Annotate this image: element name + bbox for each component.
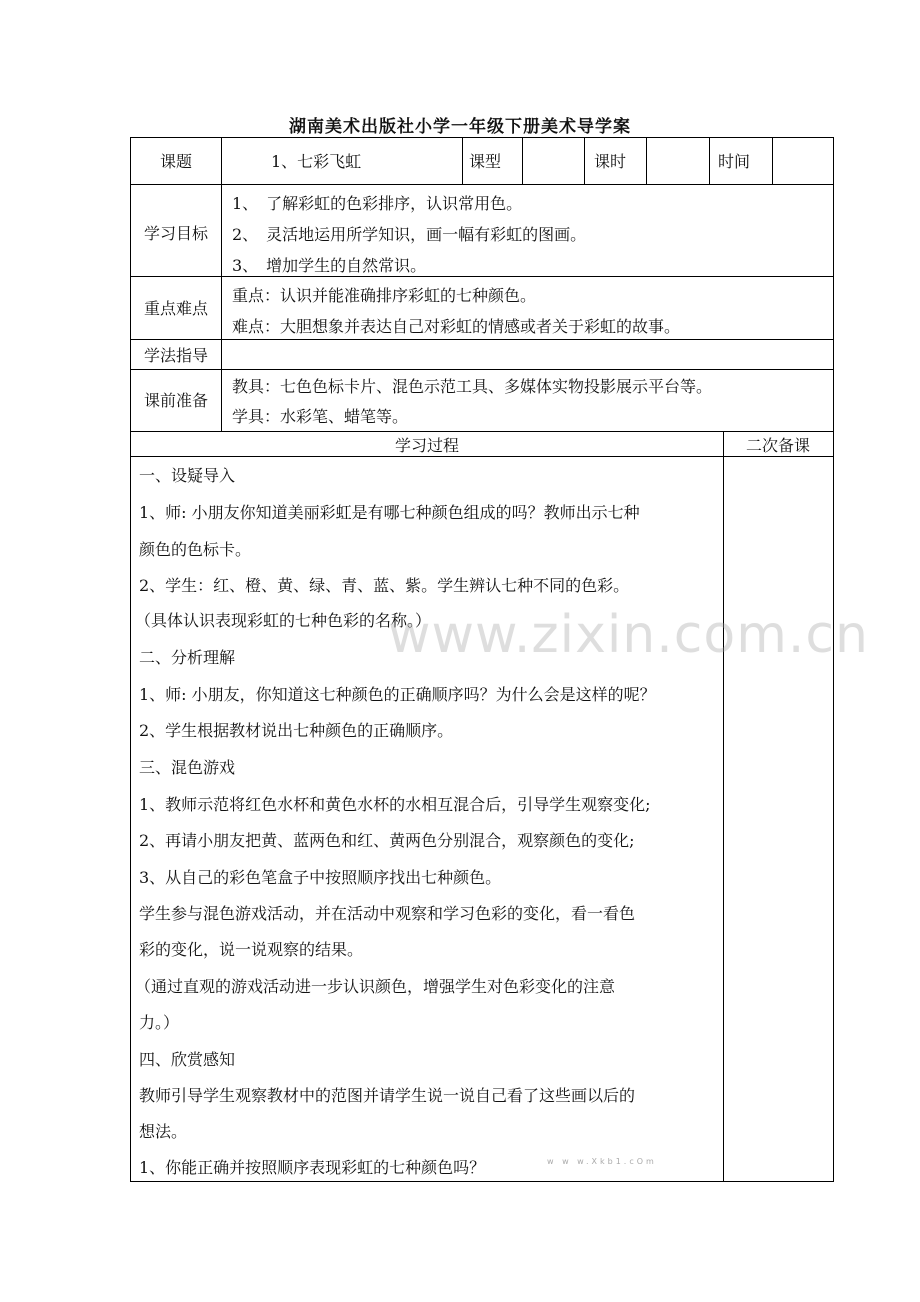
- process-line: 3、从自己的彩色笔盒子中按照顺序找出七种颜色。: [139, 868, 502, 887]
- key-point-item: 难点：大胆想象并表达自己对彩虹的情感或者关于彩虹的故事。: [232, 317, 681, 336]
- row-divider: [131, 369, 833, 370]
- process-line: 彩的变化，说一说观察的结果。: [139, 940, 364, 959]
- watermark: www.zixin.com.cn: [388, 605, 869, 665]
- process-line: （通过直观的游戏活动进一步认识颜色，增强学生对色彩变化的注意: [135, 977, 616, 996]
- goal-item: 3、 增加学生的自然常识。: [232, 256, 427, 275]
- process-line: 颜色的色标卡。: [139, 540, 252, 559]
- process-line: 学生参与混色游戏活动，并在活动中观察和学习色彩的变化，看一看色: [139, 904, 636, 923]
- process-line: 二、分析理解: [139, 648, 236, 667]
- process-line: 三、混色游戏: [139, 758, 236, 777]
- prep-item: 学具：水彩笔、蜡笔等。: [232, 407, 409, 426]
- col-divider: [522, 138, 523, 184]
- process-line: 2、学生根据教材说出七种颜色的正确顺序。: [139, 721, 454, 740]
- goals-label: 学习目标: [143, 224, 208, 243]
- process-line: 力。）: [139, 1013, 180, 1032]
- col-divider: [709, 138, 710, 184]
- process-line: 1、师: 小朋友你知道美丽彩虹是有哪七种颜色组成的吗？教师出示七种: [139, 503, 640, 522]
- key-points-label: 重点难点: [143, 299, 208, 318]
- topic-label: 课题: [159, 152, 192, 171]
- period-label: 课时: [594, 152, 627, 171]
- document-title: 湖南美术出版社小学一年级下册美术导学案: [289, 117, 631, 137]
- time-label: 时间: [718, 152, 751, 171]
- process-line: 一、设疑导入: [139, 466, 236, 485]
- prep-item: 教具：七色色标卡片、混色示范工具、多媒体实物投影展示平台等。: [232, 377, 713, 396]
- process-line: 2、学生：红、橙、黄、绿、青、蓝、紫。学生辨认七种不同的色彩。: [139, 576, 630, 595]
- process-line: （具体认识表现彩虹的七种色彩的名称。）: [135, 611, 432, 630]
- col-divider: [723, 431, 724, 1181]
- process-line: 四、欣赏感知: [139, 1050, 236, 1069]
- prep-label: 课前准备: [143, 391, 208, 410]
- process-line: 教师引导学生观察教材中的范图并请学生说一说自己看了这些画以后的: [139, 1086, 636, 1105]
- col-divider: [772, 138, 773, 184]
- process-line: 1、你能正确并按照顺序表现彩虹的七种颜色吗？: [139, 1158, 486, 1177]
- col-divider: [462, 138, 463, 184]
- process-header: 学习过程: [394, 436, 459, 455]
- process-line: 想法。: [139, 1122, 188, 1141]
- type-label: 课型: [469, 152, 502, 171]
- process-line: 1、师: 小朋友，你知道这七种颜色的正确顺序吗？为什么会是这样的呢？: [139, 685, 656, 704]
- method-label: 学法指导: [143, 346, 208, 365]
- notes-header: 二次备课: [745, 436, 810, 455]
- topic-value: 1、七彩飞虹: [271, 152, 362, 171]
- col-divider: [646, 138, 647, 184]
- goal-item: 2、 灵活地运用所学知识，画一幅有彩虹的图画。: [232, 225, 587, 244]
- footer-mark: w w w.Xkb1.cOm: [547, 1157, 657, 1166]
- key-point-item: 重点：认识并能准确排序彩虹的七种颜色。: [232, 286, 537, 305]
- process-line: 2、再请小朋友把黄、蓝两色和红、黄两色分别混合，观察颜色的变化;: [139, 831, 635, 850]
- col-divider: [221, 138, 222, 431]
- col-divider: [584, 138, 585, 184]
- goal-item: 1、 了解彩虹的色彩排序，认识常用色。: [232, 194, 523, 213]
- process-line: 1、教师示范将红色水杯和黄色水杯的水相互混合后，引导学生观察变化;: [139, 795, 651, 814]
- row-divider: [131, 184, 833, 185]
